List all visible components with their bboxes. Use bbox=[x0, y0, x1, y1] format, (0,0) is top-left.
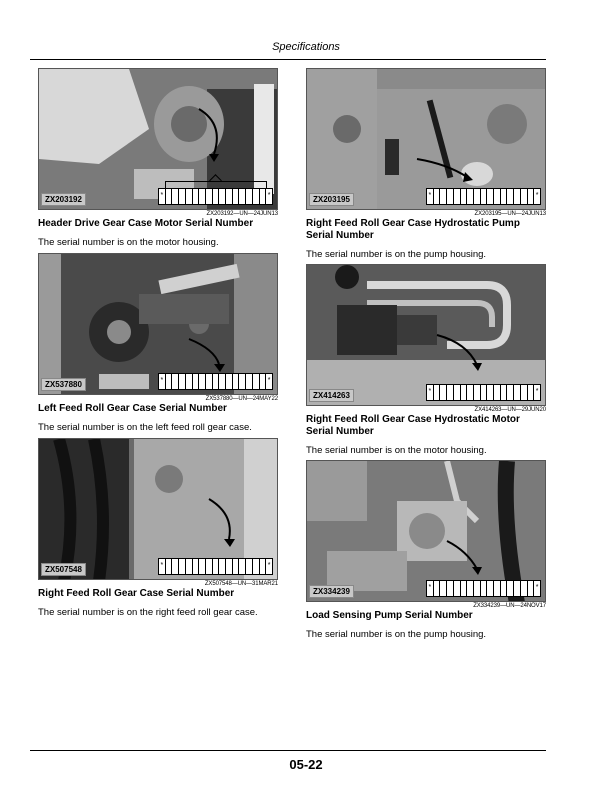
serial-digit-cell bbox=[487, 189, 494, 204]
serial-digit-cell bbox=[454, 189, 461, 204]
serial-plate bbox=[426, 580, 541, 597]
serial-digit-cell bbox=[246, 189, 253, 204]
section-title: Load Sensing Pump Serial Number bbox=[306, 610, 473, 621]
serial-star: * bbox=[535, 388, 539, 395]
serial-digit-cell bbox=[213, 559, 220, 574]
serial-star: * bbox=[267, 377, 271, 384]
photo-id: ZX203192 bbox=[41, 193, 86, 206]
serial-digit-cell bbox=[461, 385, 468, 400]
serial-digit-cell bbox=[179, 374, 186, 389]
section-body: The serial number is on the left feed roll gear case. bbox=[38, 422, 252, 433]
serial-digit-cell bbox=[474, 581, 481, 596]
serial-digit-cell bbox=[172, 559, 179, 574]
serial-digit-cell bbox=[440, 385, 447, 400]
serial-digit-cell bbox=[239, 189, 246, 204]
serial-digit-cell bbox=[226, 559, 233, 574]
photo-reference: ZX537880—UN—24MAY22 bbox=[205, 396, 278, 402]
section-title: Right Feed Roll Gear Case Hydrostatic Pump Serial Number bbox=[306, 218, 520, 241]
serial-digit-cell bbox=[481, 385, 488, 400]
serial-digit-cell bbox=[199, 374, 206, 389]
serial-digit-cell bbox=[474, 385, 481, 400]
serial-digit-cell bbox=[434, 189, 441, 204]
serial-star: * bbox=[267, 562, 271, 569]
serial-digit-cell bbox=[219, 189, 226, 204]
serial-digit-cell bbox=[186, 559, 193, 574]
serial-digit-cell bbox=[213, 189, 220, 204]
serial-digit-cell bbox=[507, 581, 514, 596]
running-header: Specifications bbox=[272, 41, 340, 53]
serial-plate bbox=[426, 188, 541, 205]
serial-digit-cell bbox=[246, 374, 253, 389]
serial-digit-cell bbox=[507, 189, 514, 204]
serial-digit-cell bbox=[199, 189, 206, 204]
photo-reference: ZX414263—UN—29JUN20 bbox=[474, 407, 546, 413]
section-right-feed-roll-motor bbox=[306, 264, 546, 457]
serial-digit-cell bbox=[260, 374, 267, 389]
serial-star: * bbox=[267, 192, 271, 199]
header-rule bbox=[30, 59, 546, 60]
serial-digit-cell bbox=[219, 374, 226, 389]
photo-reference: ZX334239—UN—24NOV17 bbox=[473, 603, 546, 609]
serial-digit-cell bbox=[260, 559, 267, 574]
photo-id: ZX537880 bbox=[41, 378, 86, 391]
serial-star: * bbox=[427, 189, 434, 204]
serial-digit-cell bbox=[454, 385, 461, 400]
serial-star: * bbox=[535, 192, 539, 199]
serial-digit-cell bbox=[494, 385, 501, 400]
serial-star: * bbox=[427, 385, 434, 400]
footer-rule bbox=[30, 750, 546, 751]
section-left-feed-roll bbox=[38, 253, 278, 434]
serial-digit-cell bbox=[226, 374, 233, 389]
serial-digit-cell bbox=[521, 385, 528, 400]
serial-digit-cell bbox=[233, 559, 240, 574]
serial-digit-cell bbox=[467, 581, 474, 596]
photo-right-feed-roll bbox=[38, 438, 278, 580]
serial-digit-cell bbox=[206, 189, 213, 204]
serial-digit-cell bbox=[487, 385, 494, 400]
serial-digit-cell bbox=[487, 581, 494, 596]
serial-digit-cell bbox=[514, 581, 521, 596]
serial-digit-cell bbox=[514, 385, 521, 400]
photo-left-feed-roll bbox=[38, 253, 278, 395]
photo-id: ZX507548 bbox=[41, 563, 86, 576]
section-right-feed-roll-pump bbox=[306, 68, 546, 261]
serial-digit-cell bbox=[447, 581, 454, 596]
photo-load-sensing-pump bbox=[306, 460, 546, 602]
serial-digit-cell bbox=[507, 385, 514, 400]
serial-digit-cell bbox=[239, 374, 246, 389]
serial-star: * bbox=[159, 559, 166, 574]
serial-plate bbox=[158, 188, 273, 205]
serial-digit-cell bbox=[474, 189, 481, 204]
serial-digit-cell bbox=[166, 189, 173, 204]
serial-star: * bbox=[159, 374, 166, 389]
serial-digit-cell bbox=[253, 559, 260, 574]
serial-digit-cell bbox=[528, 581, 535, 596]
serial-digit-cell bbox=[172, 189, 179, 204]
serial-digit-cell bbox=[193, 189, 200, 204]
serial-digit-cell bbox=[528, 385, 535, 400]
page-number: 05-22 bbox=[289, 757, 323, 772]
photo-right-feed-roll-pump bbox=[306, 68, 546, 210]
serial-digit-cell bbox=[521, 581, 528, 596]
serial-digit-cell bbox=[193, 374, 200, 389]
section-body: The serial number is on the motor housing. bbox=[38, 237, 219, 248]
serial-digit-cell bbox=[166, 559, 173, 574]
serial-star: * bbox=[159, 189, 166, 204]
section-body: The serial number is on the pump housing. bbox=[306, 629, 487, 640]
serial-digit-cell bbox=[481, 581, 488, 596]
section-title: Right Feed Roll Gear Case Serial Number bbox=[38, 588, 235, 599]
serial-digit-cell bbox=[521, 189, 528, 204]
section-body: The serial number is on the right feed roll gear case. bbox=[38, 607, 258, 618]
serial-digit-cell bbox=[494, 189, 501, 204]
serial-digit-cell bbox=[179, 189, 186, 204]
section-load-sensing-pump bbox=[306, 460, 546, 641]
serial-digit-cell bbox=[253, 374, 260, 389]
serial-star: * bbox=[427, 581, 434, 596]
serial-digit-cell bbox=[440, 189, 447, 204]
serial-digit-cell bbox=[233, 189, 240, 204]
serial-digit-cell bbox=[239, 559, 246, 574]
serial-digit-cell bbox=[501, 385, 508, 400]
serial-digit-cell bbox=[440, 581, 447, 596]
serial-plate bbox=[426, 384, 541, 401]
section-title: Right Feed Roll Gear Case Hydrostatic Motor Serial Number bbox=[306, 414, 520, 437]
serial-digit-cell bbox=[501, 581, 508, 596]
serial-digit-cell bbox=[166, 374, 173, 389]
photo-right-feed-roll-motor bbox=[306, 264, 546, 406]
serial-plate bbox=[158, 373, 273, 390]
serial-digit-cell bbox=[186, 189, 193, 204]
photo-id: ZX203195 bbox=[309, 193, 354, 206]
section-right-feed-roll bbox=[38, 438, 278, 619]
serial-digit-cell bbox=[226, 189, 233, 204]
photo-reference: ZX507548—UN—31MAR21 bbox=[204, 581, 278, 587]
section-body: The serial number is on the pump housing. bbox=[306, 249, 487, 260]
serial-digit-cell bbox=[179, 559, 186, 574]
section-title: Header Drive Gear Case Motor Serial Number bbox=[38, 218, 254, 229]
serial-digit-cell bbox=[193, 559, 200, 574]
photo-reference: ZX203192—UN—24JUN13 bbox=[206, 211, 278, 217]
section-header-drive-motor bbox=[38, 68, 278, 249]
serial-digit-cell bbox=[447, 189, 454, 204]
serial-digit-cell bbox=[206, 559, 213, 574]
serial-digit-cell bbox=[219, 559, 226, 574]
serial-digit-cell bbox=[467, 189, 474, 204]
photo-reference: ZX203195—UN—24JUN13 bbox=[474, 211, 546, 217]
serial-digit-cell bbox=[514, 189, 521, 204]
serial-plate bbox=[158, 558, 273, 575]
serial-digit-cell bbox=[260, 189, 267, 204]
photo-id: ZX414263 bbox=[309, 389, 354, 402]
serial-digit-cell bbox=[246, 559, 253, 574]
serial-digit-cell bbox=[467, 385, 474, 400]
serial-digit-cell bbox=[186, 374, 193, 389]
photo-header-drive-motor bbox=[38, 68, 278, 210]
photo-id: ZX334239 bbox=[309, 585, 354, 598]
serial-digit-cell bbox=[447, 385, 454, 400]
serial-digit-cell bbox=[501, 189, 508, 204]
serial-digit-cell bbox=[528, 189, 535, 204]
serial-digit-cell bbox=[434, 581, 441, 596]
serial-digit-cell bbox=[253, 189, 260, 204]
serial-digit-cell bbox=[481, 189, 488, 204]
serial-digit-cell bbox=[199, 559, 206, 574]
serial-digit-cell bbox=[494, 581, 501, 596]
serial-digit-cell bbox=[434, 385, 441, 400]
serial-digit-cell bbox=[461, 581, 468, 596]
section-body: The serial number is on the motor housing. bbox=[306, 445, 487, 456]
serial-digit-cell bbox=[454, 581, 461, 596]
serial-digit-cell bbox=[461, 189, 468, 204]
section-title: Left Feed Roll Gear Case Serial Number bbox=[38, 403, 227, 414]
serial-star: * bbox=[535, 584, 539, 591]
serial-digit-cell bbox=[233, 374, 240, 389]
serial-digit-cell bbox=[172, 374, 179, 389]
serial-digit-cell bbox=[213, 374, 220, 389]
serial-digit-cell bbox=[206, 374, 213, 389]
